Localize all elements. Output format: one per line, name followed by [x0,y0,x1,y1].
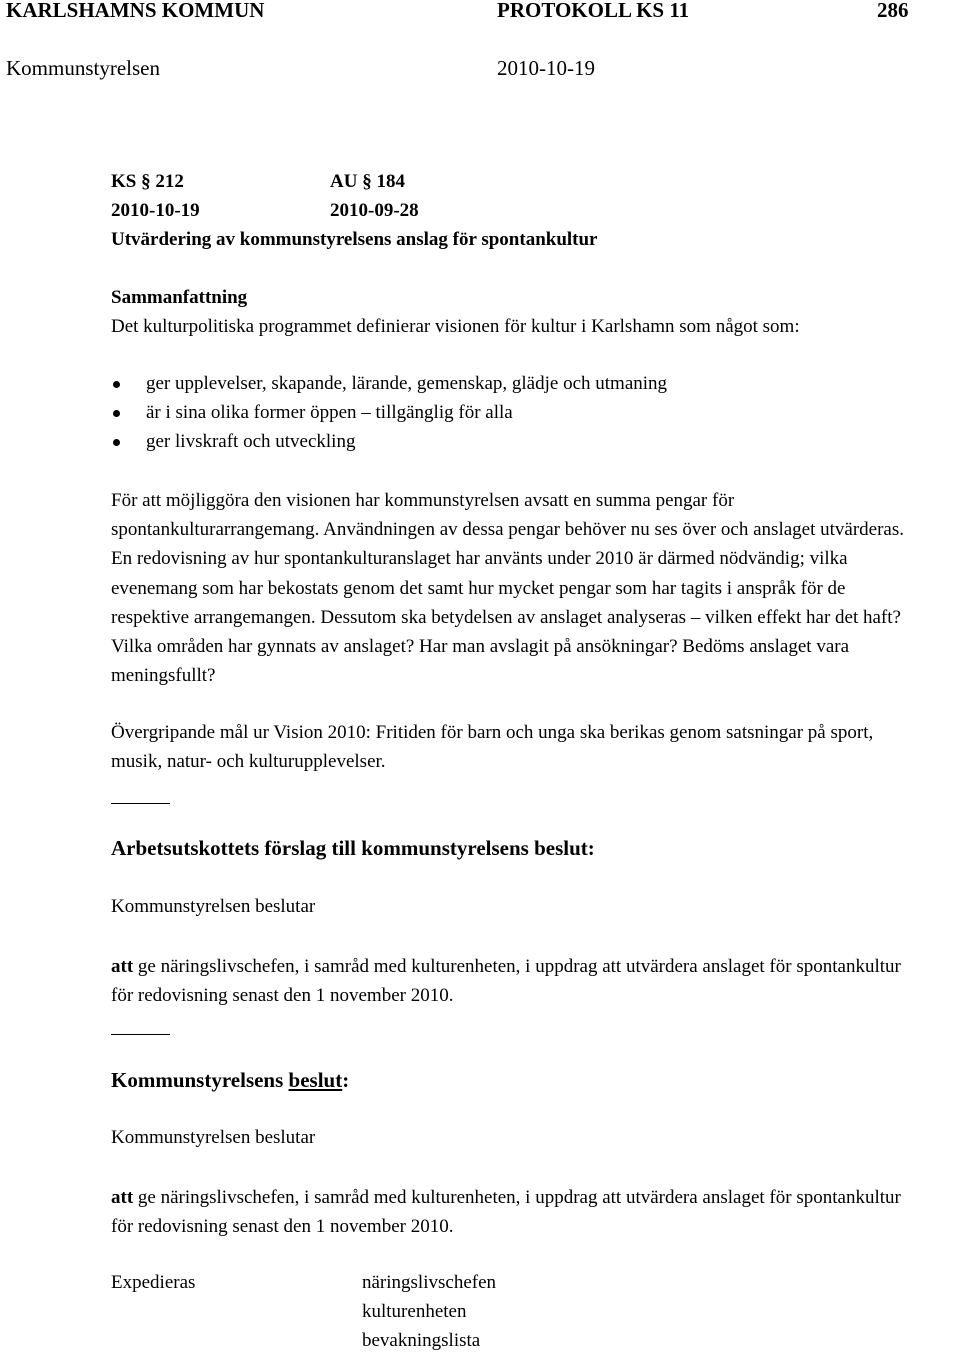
ks-decision-body: ge näringslivschefen, i samråd med kulturenheten, i uppdrag att utvärdera anslaget för spontankultur för redovisning senast den 1 november 2010. [111,1187,901,1238]
ks-heading-colon: : [342,1068,350,1092]
divider [111,803,170,804]
au-proposal-heading: Arbetsutskottets förslag till kommunstyrelsens beslut: [111,836,595,860]
protocol-label: PROTOKOLL KS 11 [497,0,690,22]
divider [111,1034,170,1035]
municipality-name: KARLSHAMNS KOMMUN [6,0,265,22]
au-decides-line: Kommunstyrelsen beslutar [111,896,316,917]
summary-heading: Sammanfattning [111,287,248,308]
dispatch-label: Expedieras [111,1272,196,1293]
summary-intro: Det kulturpolitiska programmet definierar visionen för kultur i Karlshamn som något som: [111,316,800,337]
bullet-item: är i sina olika former öppen – tillgänglig för alla [146,402,513,423]
dispatch-recipient: kulturenheten [362,1301,467,1322]
header-date: 2010-10-19 [497,56,595,80]
ks-date: 2010-10-19 [111,200,200,221]
body-name: Kommunstyrelsen [6,56,160,80]
ks-heading-part: Kommunstyrelsens [111,1068,289,1092]
att-keyword: att [111,1187,134,1208]
au-decision-body: ge näringslivschefen, i samråd med kulturenheten, i uppdrag att utvärdera anslaget för spontankultur för redovisning senast den 1 november 2010. [111,956,901,1007]
dispatch-recipient: bevakningslista [362,1330,481,1351]
summary-paragraph: För att möjliggöra den visionen har kommunstyrelsen avsatt en summa pengar för spontankulturarrangemang. Användningen av dessa pengar behöver nu ses över och anslaget utvärderas. En redovisning av hur spontankulturanslaget har använts under 2010 är därmed nödvändig; vilka evenemang som har bekostats genom det samt hur mycket pengar som har tagits i anspråk för de respektive arrangemangen. Dessutom ska betydelsen av anslaget analyseras – vilken effekt har det haft? Vilka områden har gynnats av anslaget? Har man avslagit på ansökningar? Bedöms anslaget vara meningsfullt? [111,490,904,687]
page-number: 286 [877,0,909,22]
bullet-icon [113,410,120,417]
au-decision-text [111,952,901,1010]
bullet-item: ger livskraft och utveckling [146,431,356,452]
att-keyword: att [111,956,134,977]
bullet-icon [113,381,120,388]
ks-decides-line: Kommunstyrelsen beslutar [111,1127,316,1148]
au-reference: AU § 184 [330,171,405,192]
bullet-icon [113,439,120,446]
ks-decision-text [111,1183,901,1241]
ks-decision-heading [111,1068,349,1092]
dispatch-recipient: näringslivschefen [362,1272,497,1293]
au-date: 2010-09-28 [330,200,419,221]
vision-goal: Övergripande mål ur Vision 2010: Fritiden för barn och unga ska berikas genom satsningar på sport, musik, natur- och kulturupplevelser. [111,722,874,773]
case-title: Utvärdering av kommunstyrelsens anslag för spontankultur [111,229,598,250]
ks-heading-beslut: beslut [288,1068,343,1092]
ks-reference: KS § 212 [111,171,184,192]
bullet-item: ger upplevelser, skapande, lärande, gemenskap, glädje och utmaning [146,373,668,394]
